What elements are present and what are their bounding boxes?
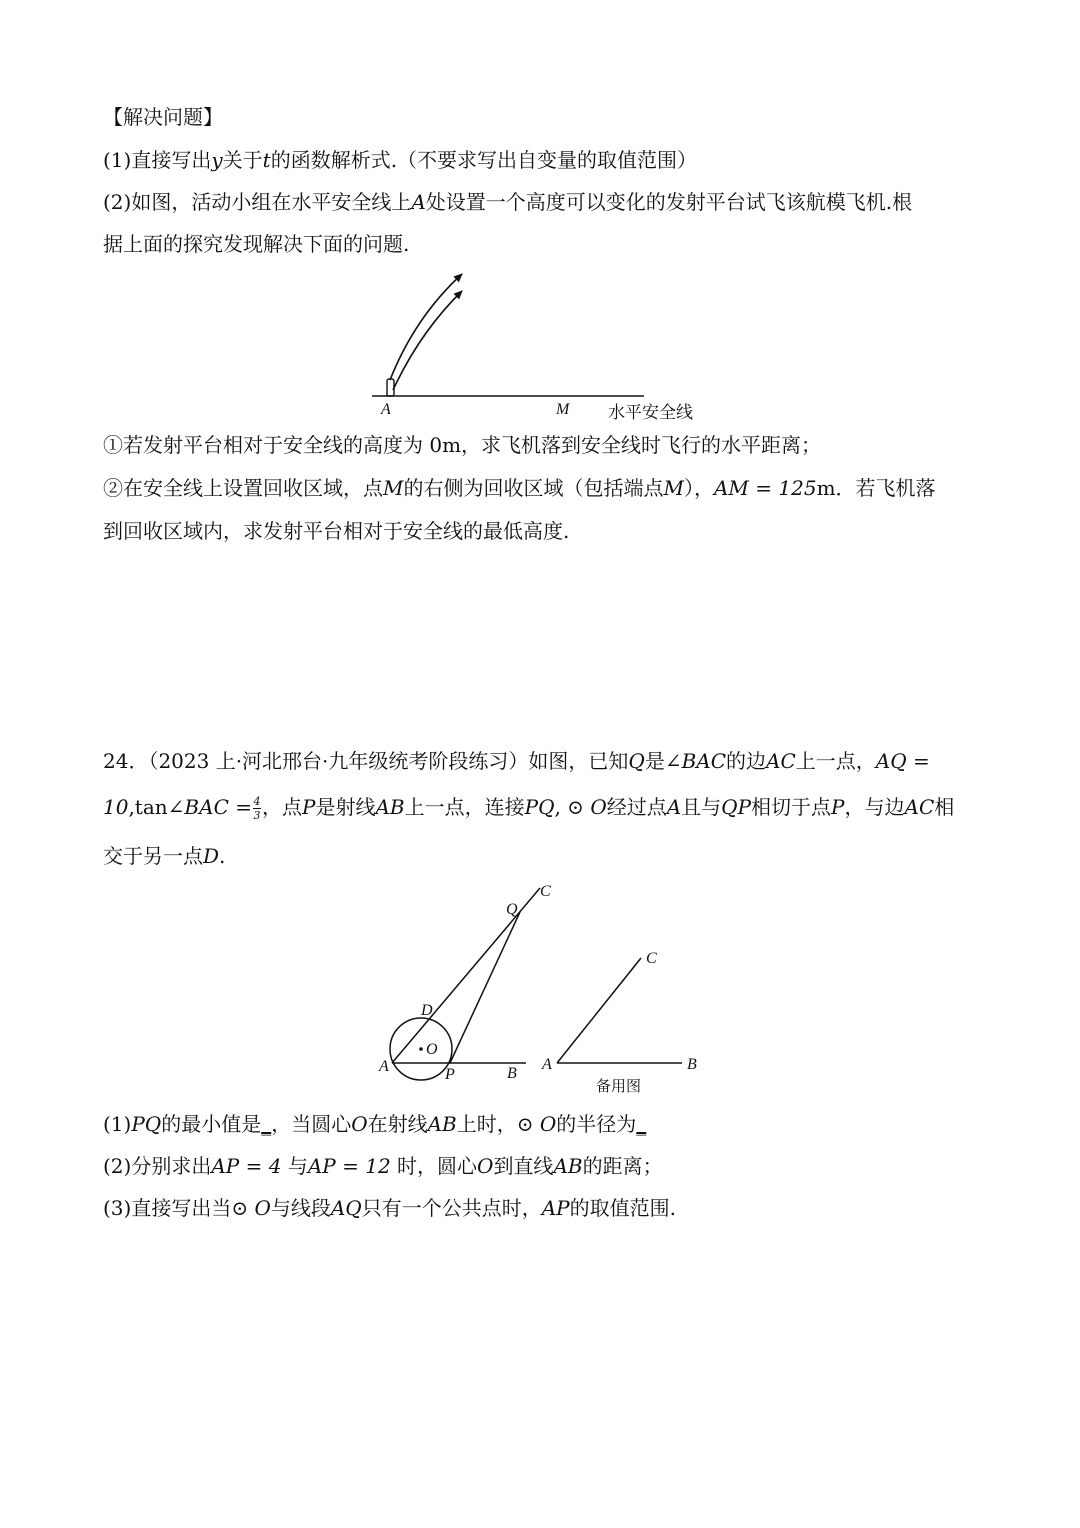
math-var: AB	[427, 1112, 457, 1136]
text: 与	[281, 1154, 308, 1178]
sub-question-2-line1	[103, 474, 936, 502]
math-var: t	[262, 148, 271, 172]
text: ，与边	[844, 795, 905, 819]
problem-24-line1	[103, 747, 930, 775]
math-var: M	[383, 476, 404, 500]
math-var: AB	[553, 1154, 583, 1178]
math-number: 4	[268, 1154, 282, 1178]
text: 的边	[726, 749, 767, 773]
math-var: QP	[721, 795, 752, 819]
math-var: BAC	[184, 795, 229, 819]
text: =	[906, 749, 930, 773]
problem-24-q2	[103, 1152, 663, 1180]
math-var: O	[351, 1112, 368, 1136]
math-var: P	[302, 795, 316, 819]
text: 在射线	[367, 1112, 428, 1136]
label-a: A	[381, 401, 391, 418]
fraction-4-3	[253, 796, 261, 821]
text: 上一点，连接	[404, 795, 525, 819]
text: =	[228, 795, 252, 819]
text: =	[335, 1154, 366, 1178]
safety-line-caption: 水平安全线	[608, 403, 693, 423]
text: 经过点	[606, 795, 667, 819]
numerator: 4	[253, 795, 261, 808]
text: =	[748, 476, 779, 500]
math-var: AQ	[330, 1196, 362, 1220]
text: ②在安全线上设置回收区域，点	[103, 476, 383, 500]
text: =	[239, 1154, 269, 1178]
problem-24-q3	[103, 1194, 676, 1222]
launch-figure	[360, 262, 720, 426]
text: 上时，⊙	[456, 1112, 540, 1136]
math-var: A	[666, 795, 682, 819]
text: .	[219, 844, 226, 868]
text: m．若飞机落	[816, 476, 936, 500]
math-var: O	[254, 1196, 271, 1220]
center-o-dot	[419, 1047, 423, 1051]
label-a: A	[379, 1058, 389, 1075]
sub-question-2-line2: 到回收区域内，求发射平台相对于安全线的最低高度.	[103, 519, 570, 543]
text: ），	[683, 476, 714, 500]
question-2-line1	[103, 188, 912, 216]
problem-24-line2	[103, 793, 954, 821]
text: ，当圆心	[271, 1112, 352, 1136]
launch-platform	[387, 379, 394, 396]
text: (3)直接写出当⊙	[103, 1196, 255, 1220]
math-var: AC	[766, 749, 796, 773]
label-c: C	[540, 883, 551, 900]
math-var: AQ	[875, 749, 907, 773]
math-var: AB	[375, 795, 405, 819]
question-2-line2: 据上面的探究发现解决下面的问题.	[103, 232, 410, 256]
text: 的半径为	[556, 1112, 637, 1136]
text: (1)直接写出	[103, 148, 212, 172]
text: 处设置一个高度可以变化的发射平台试飞该航模飞机.根	[425, 190, 913, 214]
denominator: 3	[253, 809, 261, 822]
math-var: AP	[211, 1154, 240, 1178]
flight-path-upper	[390, 274, 462, 380]
math-var: AM	[713, 476, 749, 500]
math-number: 125	[778, 476, 817, 500]
flight-path-lower	[393, 291, 462, 390]
text: (1)	[103, 1112, 132, 1136]
question-1	[103, 146, 697, 174]
math-var: M	[663, 476, 684, 500]
math-var: P	[831, 795, 845, 819]
label-q: Q	[506, 901, 518, 918]
math-var: Q	[628, 749, 645, 773]
label-d: D	[421, 1002, 433, 1019]
math-var: y	[211, 148, 223, 172]
text: 是射线	[315, 795, 376, 819]
ray-ac	[392, 888, 540, 1063]
math-var: O	[539, 1112, 557, 1136]
text: 的函数解析式.（不要求写出自变量的取值范围）	[270, 148, 698, 172]
spare-label-c: C	[646, 950, 657, 967]
spare-ray-ac	[557, 958, 641, 1063]
math-var: O	[477, 1154, 494, 1178]
text: 相	[934, 795, 955, 819]
math-var: PQ	[131, 1112, 162, 1136]
geometry-figure	[370, 878, 710, 1100]
text: 且与	[681, 795, 722, 819]
spare-figure-caption: 备用图	[596, 1077, 642, 1095]
label-p: P	[445, 1066, 455, 1083]
text: 只有一个公共点时，	[361, 1196, 542, 1220]
label-b: B	[507, 1065, 517, 1082]
math-number: 10	[103, 795, 129, 819]
label-m: M	[556, 401, 570, 418]
problem-24-line3	[103, 842, 225, 870]
text: ，点	[262, 795, 302, 819]
text: 交于另一点	[103, 844, 203, 868]
text: 是∠	[644, 749, 682, 773]
text: 上一点，	[795, 749, 876, 773]
math-var: AP	[307, 1154, 336, 1178]
text: 相切于点	[751, 795, 832, 819]
problem-24-q1	[103, 1110, 646, 1138]
text: 关于	[222, 148, 263, 172]
math-var: AP	[541, 1196, 570, 1220]
label-o: O	[426, 1041, 438, 1058]
text: 的最小值是	[161, 1112, 262, 1136]
section-heading: 【解决问题】	[103, 105, 223, 129]
math-number: 12	[365, 1154, 391, 1178]
math-var: D	[203, 844, 220, 868]
text: 的右侧为回收区域（包括端点	[403, 476, 664, 500]
text: 时，圆心	[390, 1154, 478, 1178]
text: ,tan∠	[128, 795, 185, 819]
answer-blank: _	[261, 1112, 272, 1136]
sub-question-1: ①若发射平台相对于安全线的高度为 0m，求飞机落到安全线时飞行的水平距离；	[103, 433, 822, 457]
spare-label-a: A	[542, 1056, 552, 1073]
text: , ⊙	[554, 795, 591, 819]
segment-pq	[450, 912, 520, 1063]
math-var: BAC	[681, 749, 727, 773]
answer-blank: _	[636, 1112, 647, 1136]
text: (2)分别求出	[103, 1154, 212, 1178]
math-var: PQ	[524, 795, 555, 819]
text: 24．（2023 上·河北邢台·九年级统考阶段练习）如图，已知	[103, 749, 629, 773]
math-var: AC	[904, 795, 935, 819]
text: (2)如图，活动小组在水平安全线上	[103, 190, 412, 214]
spare-label-b: B	[687, 1056, 697, 1073]
text: 与线段	[270, 1196, 331, 1220]
text: 的距离；	[582, 1154, 663, 1178]
math-var: O	[590, 795, 607, 819]
text: 到直线	[493, 1154, 554, 1178]
text: 的取值范围.	[569, 1196, 676, 1220]
math-var: A	[411, 190, 426, 214]
